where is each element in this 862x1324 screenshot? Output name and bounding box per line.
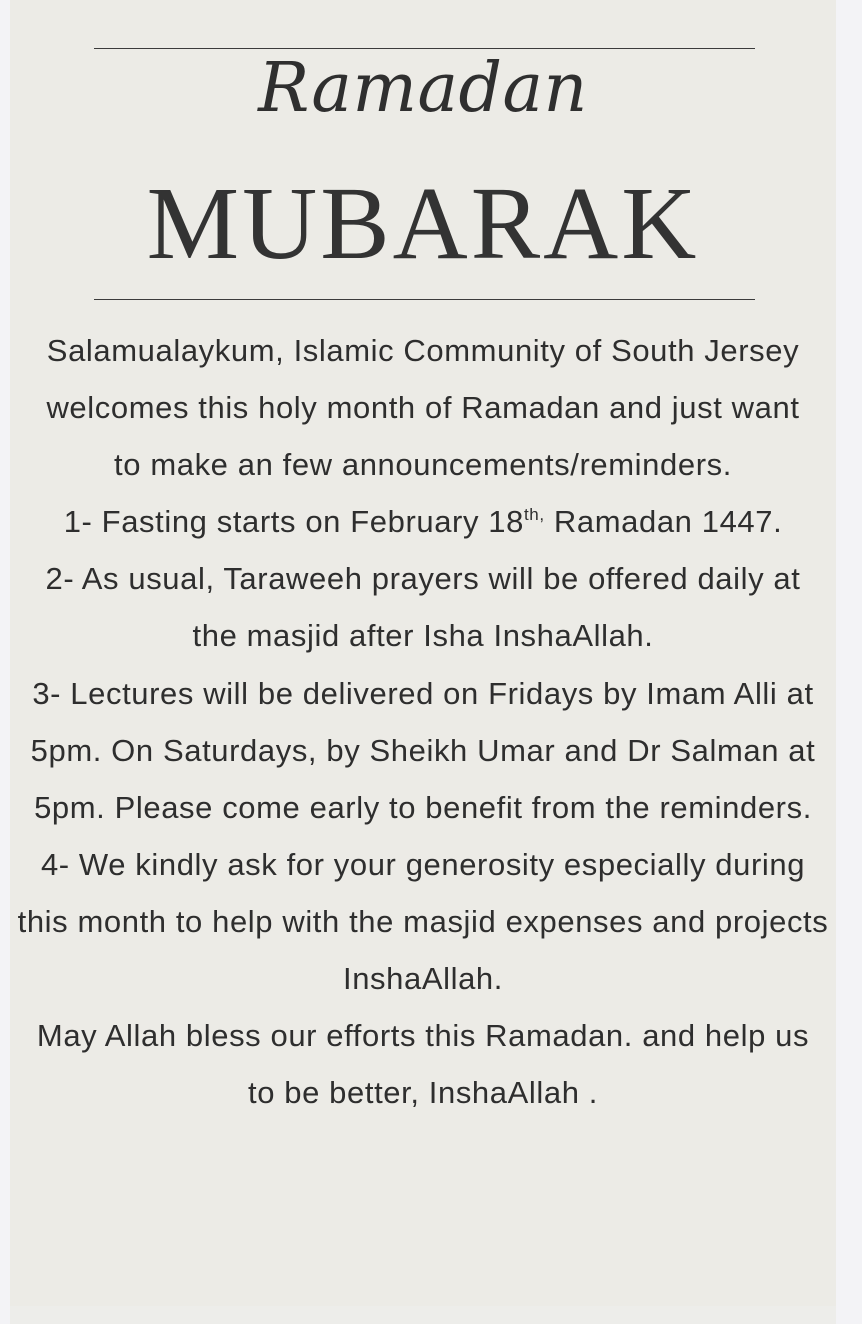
ramadan-flyer xyxy=(10,0,836,1306)
main-title: MUBARAK xyxy=(146,166,700,281)
announcement-body xyxy=(10,322,836,1121)
announcement-item-2: 2- As usual, Taraweeh prayers will be offered daily at the masjid after Isha InshaAllah. xyxy=(45,561,801,654)
item-1-suffix: Ramadan 1447. xyxy=(544,504,783,540)
script-title: Ramadan xyxy=(258,49,588,128)
bottom-divider xyxy=(94,299,755,300)
announcement-item-3: 3- Lectures will be delivered on Fridays by Imam Alli at 5pm. On Saturdays, by Sheikh Umar and Dr Salman at 5pm. Please come early to benefit from the reminders. xyxy=(30,675,816,825)
announcement-item-1 xyxy=(10,493,836,550)
item-1-text: 1- Fasting starts on February 18 xyxy=(63,504,524,540)
closing-paragraph: May Allah bless our efforts this Ramadan. and help us to be better, InshaAllah . xyxy=(36,1018,810,1111)
item-1-superscript: th, xyxy=(523,505,545,525)
intro-paragraph: Salamualaykum, Islamic Community of South Jersey welcomes this holy month of Ramadan and just want to make an few announcements/reminders. xyxy=(46,333,800,483)
announcement-item-4: 4- We kindly ask for your generosity especially during this month to help with the masjid expenses and projects InshaAllah. xyxy=(17,846,829,997)
